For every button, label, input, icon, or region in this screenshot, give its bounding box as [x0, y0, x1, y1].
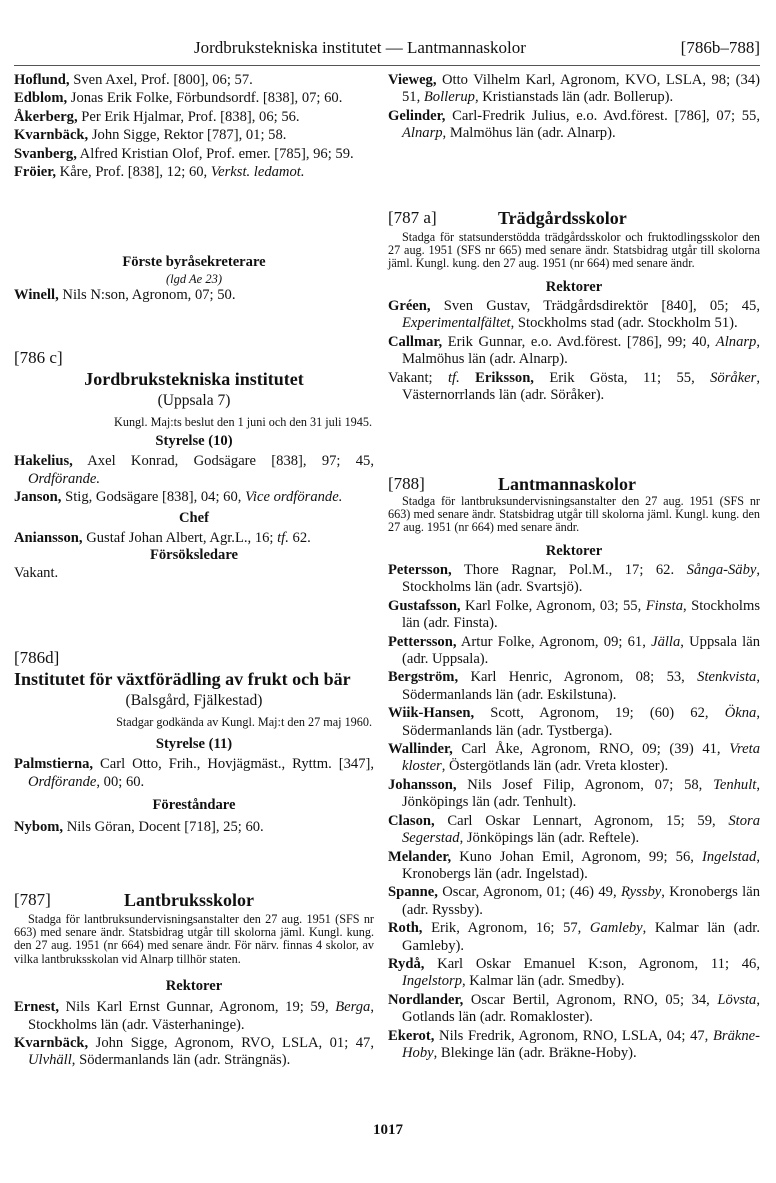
entry-italic: Ordförande. — [28, 470, 101, 487]
entry-text: , Blekinge län (adr. Bräkne-Hoby). — [433, 1044, 637, 1061]
person-entry — [14, 565, 374, 582]
entry-italic: Ordförande — [28, 773, 97, 790]
entry-text: Nils Fredrik, Agronom, RNO, LSLA, 04; 47, — [434, 1027, 713, 1044]
person-entry — [388, 598, 760, 633]
section-note: Stadga för lantbruksundervisningsanstalter den 27 aug. 1951 (SFS nr 663) med senare ändr. Statsbidrag utgår till skolorna jäml. Kungl. kung. den 27 aug. 1951 (nr 664) med senare ändr. — [388, 494, 760, 535]
person-entry — [388, 920, 760, 955]
group-heading: Styrelse (11) — [155, 736, 233, 752]
entry-text: Otto Vilhelm Karl, Agronom, KVO, LSLA, 98; (34) 51, — [402, 72, 760, 106]
section-number: [786d] — [14, 648, 60, 667]
entry-text: Carl Oskar Lennart, Agronom, 15; 59, — [434, 812, 729, 829]
entry-text: , Västernorrlands län (adr. Söråker). — [402, 369, 760, 404]
entry-italic: Experimentalfältet — [402, 315, 511, 332]
person-surname: Kvarnbäck, — [14, 127, 89, 144]
section-subtitle: (Balsgård, Fjälkestad) — [125, 692, 263, 709]
section-note: Stadga för statsunderstödda trädgårdsskolor och fruktodlingsskolor den 27 aug. 1951 (SFS nr 665) med senare ändr. Statsbidrag utgår till skolorna jäml. Kungl. kung. den 27 aug. 1951 (nr 664) med senare ändr. — [388, 230, 760, 271]
entry-italic: Lövsta — [717, 991, 757, 1008]
person-entry — [14, 72, 374, 89]
person-entry — [388, 334, 760, 369]
entry-italic: Ulvhäll — [28, 1052, 72, 1069]
entry-text — [460, 370, 475, 386]
entry-text: Alfred Kristian Olof, Prof. emer. [785], 96; 59. — [76, 145, 354, 162]
entry-list — [14, 530, 374, 547]
entry-text: Carl Åke, Agronom, RNO, 09; (39) 41, — [452, 741, 730, 758]
entry-text: John Sigge, Agronom, RVO, LSLA, 01; 47, — [88, 1035, 374, 1052]
entry-italic: tf. — [277, 530, 289, 547]
person-entry — [14, 453, 374, 488]
person-entry — [388, 813, 760, 848]
entry-text: Per Erik Hjalmar, Prof. [838], 06; 56. — [77, 108, 300, 125]
person-surname: Gustafsson, — [388, 597, 461, 614]
entry-text: Oscar, Agronom, 01; (46) 49, — [437, 884, 621, 901]
entry-italic: tf. — [447, 369, 460, 386]
person-entry — [14, 146, 374, 163]
entry-text: Erik Gunnar, e.o. Avd.förest. [786], 99; 40, — [442, 333, 716, 350]
person-surname: Vieweg, — [388, 72, 437, 88]
person-entry — [14, 530, 374, 547]
entry-text: Kuno Johan Emil, Agronom, 99; 56, — [451, 848, 703, 865]
entry-text: Jonas Erik Folke, Förbundsordf. [838], 07; 60. — [67, 90, 343, 107]
entry-list — [14, 565, 374, 582]
section-title: Institutet för växtförädling av frukt och bär — [14, 669, 351, 689]
person-surname: Melander, — [388, 848, 452, 865]
section-number: [787 a] — [388, 208, 437, 227]
entry-text: , Malmöhus län (adr. Alnarp). — [402, 333, 760, 368]
group-forste-byrasekreterare — [14, 254, 374, 305]
person-surname: Johansson, — [388, 776, 457, 793]
person-surname: Palmstierna, — [14, 756, 94, 773]
section-heading — [14, 890, 374, 910]
person-entry — [14, 1035, 374, 1070]
entry-italic: Alnarp — [715, 333, 757, 350]
staff-list-continued-right — [388, 72, 760, 143]
group-heading: Föreståndare — [152, 797, 236, 814]
person-entry — [388, 884, 760, 919]
entry-text: Artur Folke, Agronom, 09; 61, — [456, 633, 652, 650]
person-entry — [14, 109, 374, 126]
person-entry — [388, 741, 760, 776]
person-surname: Aniansson, — [14, 530, 83, 547]
group-heading: Chef — [179, 509, 209, 526]
section-number: [786 c] — [14, 348, 63, 367]
entry-text: Nils N:son, Agronom, 07; 50. — [58, 287, 236, 304]
person-surname: Callmar, — [388, 333, 443, 350]
group-heading: Styrelse (10) — [155, 433, 233, 449]
entry-italic: Alnarp — [402, 125, 443, 142]
person-surname: Spanne, — [388, 884, 438, 901]
entry-list — [14, 287, 374, 304]
entry-text: Nils Karl Ernst Gunnar, Agronom, 19; 59, — [59, 999, 336, 1016]
section-note: Stadga för lantbruksundervisningsanstalter den 27 aug. 1951 (SFS nr 663) med senare ändr. Statsbidrag utgår till skolorna jäml. Kungl. kung. den 27 aug. 1951 (nr 664) med senare ändr. För närv. finnas 4 skolor, av vilka lantbruksskolan vid Alnarp tillhör staten. — [14, 912, 374, 966]
person-surname: Wiik-Hansen, — [388, 705, 475, 722]
entry-text: , Stockholms län (adr. Svartsjö). — [402, 562, 760, 596]
section-title: Jordbrukstekniska institutet — [84, 369, 304, 389]
person-entry — [388, 777, 760, 812]
entry-text: , 00; 60. — [96, 773, 145, 790]
entry-text: , Kalmar län (adr. Gamleby). — [402, 920, 760, 954]
person-surname: Nybom, — [14, 818, 64, 835]
entry-text: Scott, Agronom, 19; (60) 62, — [474, 705, 725, 722]
entry-text: , Malmöhus län (adr. Alnarp). — [442, 125, 616, 142]
person-surname: Svanberg, — [14, 145, 77, 162]
entry-text: Stig, Godsägare [838], 04; 60, — [61, 489, 246, 506]
entry-text: Karl Folke, Agronom, 03; 55, — [460, 597, 646, 614]
running-header — [14, 38, 760, 62]
person-surname: Fröier, — [14, 164, 57, 181]
entry-text: , Stockholms län (adr. Finsta). — [402, 597, 761, 632]
entry-italic: Ingelstorp — [402, 973, 462, 990]
person-entry — [388, 370, 760, 405]
person-entry — [388, 992, 760, 1027]
group-heading: Förste byråsekreterare — [122, 254, 266, 270]
person-entry — [14, 287, 374, 304]
person-surname: Wallinder, — [388, 741, 453, 758]
entry-text: Oscar Bertil, Agronom, RNO, 05; 34, — [463, 991, 718, 1008]
person-surname: Ekerot, — [388, 1027, 435, 1044]
person-entry — [14, 489, 374, 506]
entry-italic: Stenkvista — [697, 669, 757, 686]
person-entry — [388, 562, 760, 597]
entry-text: , Södermanlands län (adr. Strängnäs). — [71, 1052, 291, 1069]
person-entry — [388, 634, 760, 669]
person-surname: Bergström, — [388, 669, 459, 686]
entry-list — [388, 298, 760, 404]
person-surname: Kvarnbäck, — [14, 1035, 89, 1052]
page-number: 1017 — [373, 1122, 403, 1138]
person-entry — [388, 72, 760, 107]
entry-text: Erik Gösta, 11; 55, — [533, 369, 711, 386]
section-number: [788] — [388, 474, 425, 493]
section-note: Stadgar godkända av Kungl. Maj:t den 27 maj 1960. — [116, 715, 372, 729]
entry-italic: Söråker — [710, 369, 757, 386]
entry-text: Karl Henric, Agronom, 08; 53, — [458, 669, 698, 686]
entry-text: Kåre, Prof. [838], 12; 60, — [56, 164, 211, 181]
person-surname: Clason, — [388, 812, 435, 829]
entry-italic: Finsta — [645, 597, 683, 614]
entry-italic: Bollerup — [423, 89, 475, 106]
person-entry — [14, 127, 374, 144]
entry-text: , Uppsala län (adr. Uppsala). — [402, 633, 760, 668]
section-title: Trädgårdsskolor — [498, 208, 627, 228]
entry-italic: Bräkne-Hoby — [402, 1027, 760, 1061]
entry-text: , Kristianstads län (adr. Bollerup). — [474, 89, 674, 106]
entry-text: , Södermanlands län (adr. Tystberga). — [402, 705, 760, 739]
section-title: Lantbruksskolor — [124, 890, 255, 910]
entry-list — [388, 562, 760, 1062]
entry-list — [388, 72, 760, 143]
entry-list — [14, 819, 374, 836]
person-surname: Gelinder, — [388, 107, 446, 124]
staff-list-continued — [14, 72, 374, 181]
entry-text: , Stockholms stad (adr. Stockholm 51). — [510, 315, 738, 332]
entry-italic: Vice ordförande. — [245, 489, 343, 506]
entry-text: John Sigge, Rektor [787], 01; 58. — [88, 127, 287, 144]
running-title: Jordbrukstekniska institutet — Lantmannaskolor — [194, 38, 526, 57]
entry-italic: Jälla — [651, 633, 681, 650]
entry-text: 62. — [288, 530, 311, 547]
entry-text: Sven Gustav, Trädgårdsdirektör [840], 05; 45, — [430, 298, 760, 315]
group-subnote: (lgd Ae 23) — [165, 272, 222, 287]
entry-italic: Stora Segerstad — [402, 812, 760, 847]
person-entry — [388, 1028, 760, 1063]
person-entry — [388, 669, 760, 704]
group-heading: Rektorer — [165, 977, 223, 994]
entry-italic: Verkst. ledamot. — [210, 164, 305, 181]
section-788 — [388, 474, 760, 1062]
entry-text: Nils Göran, Docent [718], 25; 60. — [63, 818, 264, 835]
section-787a — [388, 208, 760, 404]
section-heading — [388, 208, 760, 228]
entry-text: Sven Axel, Prof. [800], 06; 57. — [69, 72, 253, 88]
person-surname: Åkerberg, — [14, 108, 78, 125]
group-heading: Försöksledare — [149, 547, 239, 564]
entry-text: , Jönköpings län (adr. Tenhult). — [402, 776, 760, 811]
person-entry — [14, 90, 374, 107]
entry-text: , Kalmar län (adr. Smedby). — [462, 973, 625, 990]
entry-italic: Vreta kloster — [402, 741, 760, 775]
section-786c — [14, 348, 374, 582]
header-rule — [14, 65, 760, 66]
entry-list — [14, 999, 374, 1070]
entry-text: Karl Oskar Emanuel K:son, Agronom, 11; 46, — [424, 955, 760, 972]
person-surname: Ernest, — [14, 999, 59, 1016]
section-787 — [14, 890, 374, 1070]
section-heading — [388, 474, 760, 494]
entry-text: , Södermanlands län (adr. Eskilstuna). — [402, 669, 760, 703]
entry-italic: Ökna — [724, 705, 757, 722]
person-surname: Hakelius, — [14, 453, 73, 470]
entry-italic: Berga — [335, 999, 371, 1016]
entry-italic: Gamleby — [589, 920, 643, 937]
entry-text: , Kronobergs län (adr. Ingelstad). — [402, 848, 760, 882]
person-entry — [388, 849, 760, 884]
entry-text: Gustaf Johan Albert, Agr.L., 16; — [82, 530, 278, 547]
person-surname: Janson, — [14, 489, 62, 506]
person-entry — [14, 999, 374, 1034]
entry-italic: Sånga-Säby — [686, 562, 757, 579]
person-surname: Edblom, — [14, 90, 68, 107]
entry-text: Nils Josef Filip, Agronom, 07; 58, — [456, 776, 714, 793]
section-number: [787] — [14, 890, 51, 909]
person-surname: Hoflund, — [14, 72, 70, 88]
entry-text: , Jönköpings län (adr. Reftele). — [459, 830, 640, 847]
person-entry — [14, 756, 374, 791]
entry-text: Carl-Fredrik Julius, e.o. Avd.förest. [786], 07; 55, — [445, 107, 760, 124]
section-786d — [14, 648, 374, 836]
entry-list — [14, 72, 374, 181]
section-title: Lantmannaskolor — [498, 474, 637, 494]
entry-text: , Kronobergs län (adr. Ryssby). — [402, 884, 760, 918]
entry-text: Thore Ragnar, Pol.M., 17; 62. — [451, 562, 687, 579]
person-surname: Gréen, — [388, 298, 431, 315]
person-surname: Nordlander, — [388, 991, 464, 1008]
entry-text: Axel Konrad, Godsägare [838], 97; 45, — [72, 453, 374, 470]
section-note: Kungl. Maj:ts beslut den 1 juni och den 31 juli 1945. — [114, 415, 372, 429]
person-surname: Roth, — [388, 920, 423, 937]
person-surname: Eriksson, — [475, 369, 534, 386]
entry-text: Vakant. — [14, 564, 59, 581]
person-entry — [388, 956, 760, 991]
person-entry — [14, 819, 374, 836]
entry-text: Erik, Agronom, 16; 57, — [422, 920, 590, 937]
person-surname: Pettersson, — [388, 633, 457, 650]
person-surname: Petersson, — [388, 562, 452, 579]
entry-text: Carl Otto, Frih., Hovjägmäst., Ryttm. [347], — [93, 756, 374, 773]
entry-italic: Tenhult — [713, 776, 757, 793]
entry-italic: Ingelstad — [702, 848, 757, 865]
person-entry — [388, 298, 760, 333]
person-surname: Rydå, — [388, 955, 425, 972]
entry-text: , Stockholms län (adr. Västerhaninge). — [28, 999, 374, 1033]
entry-italic: Ryssby — [620, 884, 662, 901]
section-subtitle: (Uppsala 7) — [157, 392, 231, 409]
person-entry — [14, 164, 374, 181]
section-range: [786b–788] — [680, 38, 760, 57]
person-entry — [388, 705, 760, 740]
person-surname: Winell, — [14, 287, 59, 304]
group-heading: Rektorer — [545, 278, 603, 295]
entry-list — [14, 453, 374, 506]
entry-text: , Östergötlands län (adr. Vreta kloster). — [441, 758, 669, 775]
group-heading: Rektorer — [545, 542, 603, 559]
person-entry — [388, 108, 760, 143]
entry-text: Vakant; — [388, 369, 448, 386]
entry-text: , Gotlands län (adr. Romakloster). — [402, 991, 760, 1026]
entry-list — [14, 756, 374, 791]
